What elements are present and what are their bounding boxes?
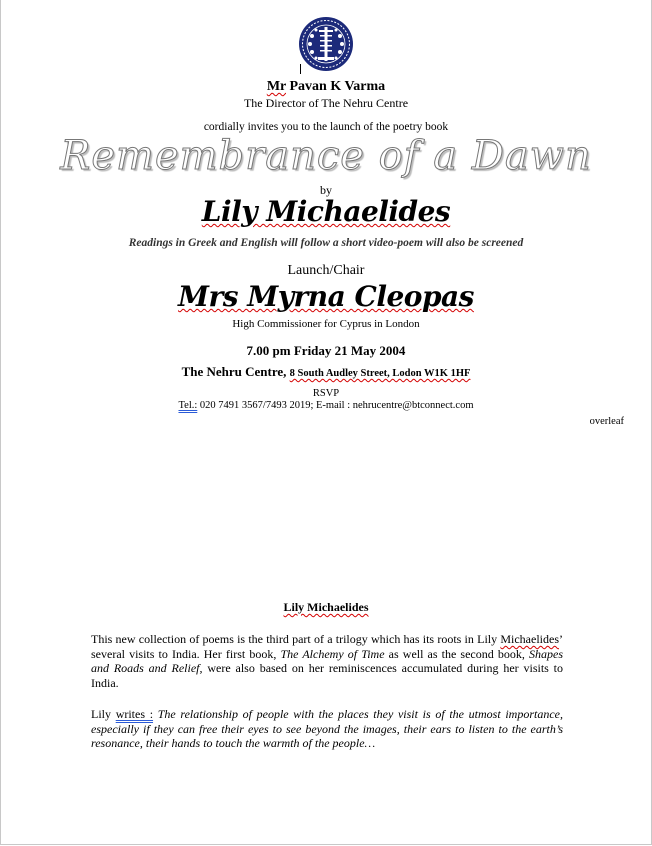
tel-label: Tel.:: [178, 400, 198, 411]
chair-name: [0, 280, 652, 313]
launch-chair-label: Launch/Chair: [287, 263, 365, 278]
rsvp-label: RSVP: [312, 388, 340, 399]
host-name: [0, 79, 652, 95]
poet-name-text: Lily Michaelides: [201, 195, 451, 228]
book-title: Remembrance of a Dawn: [60, 133, 592, 179]
readings-note: Readings in Greek and English will follow a short video-poem will also be screened: [128, 237, 524, 249]
bio-quote: The relationship of people with the places they visit is of the utmost importance, especially if they can free their eyes to see beyond the images, their ears to listen to the earth’s resonance, their hands to touch the warmth of the people…: [91, 707, 563, 751]
bio-p1-name: Michaelides: [500, 632, 559, 646]
by-label: by: [320, 183, 332, 197]
bio-paragraph-2: [91, 707, 563, 751]
bio-p1-text-2: ’ several visits to India. Her first book,: [91, 632, 563, 661]
bio-paragraph-1: [91, 632, 563, 690]
venue: [0, 364, 652, 380]
bio-p2-writes: writes :: [115, 707, 154, 721]
book-title-shapes: Shapes and Roads and Relief,: [91, 646, 563, 676]
bio-p1-text-3: as well as the second book,: [384, 646, 529, 661]
poet-name: [0, 195, 652, 228]
chair-role: High Commissioner for Cyprus in London: [232, 318, 420, 330]
contact-line: [0, 400, 652, 411]
nehru-centre-emblem-icon: [298, 16, 354, 72]
host-name-rest: Pavan K Varma: [289, 79, 386, 94]
event-time: 7.00 pm Friday 21 May 2004: [246, 343, 406, 358]
host-title: Mr: [266, 79, 286, 94]
invite-line: cordially invites you to the launch of the poetry book: [203, 121, 449, 133]
bio-p1-text-4: were also based on her reminiscences accumulated during her visits to India.: [91, 661, 564, 690]
book-title-alchemy: The Alchemy of Time: [280, 646, 385, 661]
chair-name-text: Mrs Myrna Cleopas: [178, 280, 474, 313]
bio-p2-lead: Lily: [91, 707, 116, 721]
venue-name: The Nehru Centre,: [181, 364, 287, 379]
bio-heading-text: Lily Michaelides: [283, 600, 369, 614]
contact-details: 020 7491 3567/7493 2019; E-mail : nehrucentre@btconnect.com: [199, 400, 474, 411]
host-role: The Director of The Nehru Centre: [243, 96, 409, 110]
overleaf-note: overleaf: [589, 416, 624, 427]
venue-address: 8 South Audley Street, Lodon W1K 1HF: [289, 368, 471, 379]
bio-heading: [0, 600, 652, 615]
text-cursor: [300, 64, 301, 74]
bio-p1-text-1: This new collection of poems is the third part of a trilogy which has its roots in Lily: [91, 632, 501, 646]
